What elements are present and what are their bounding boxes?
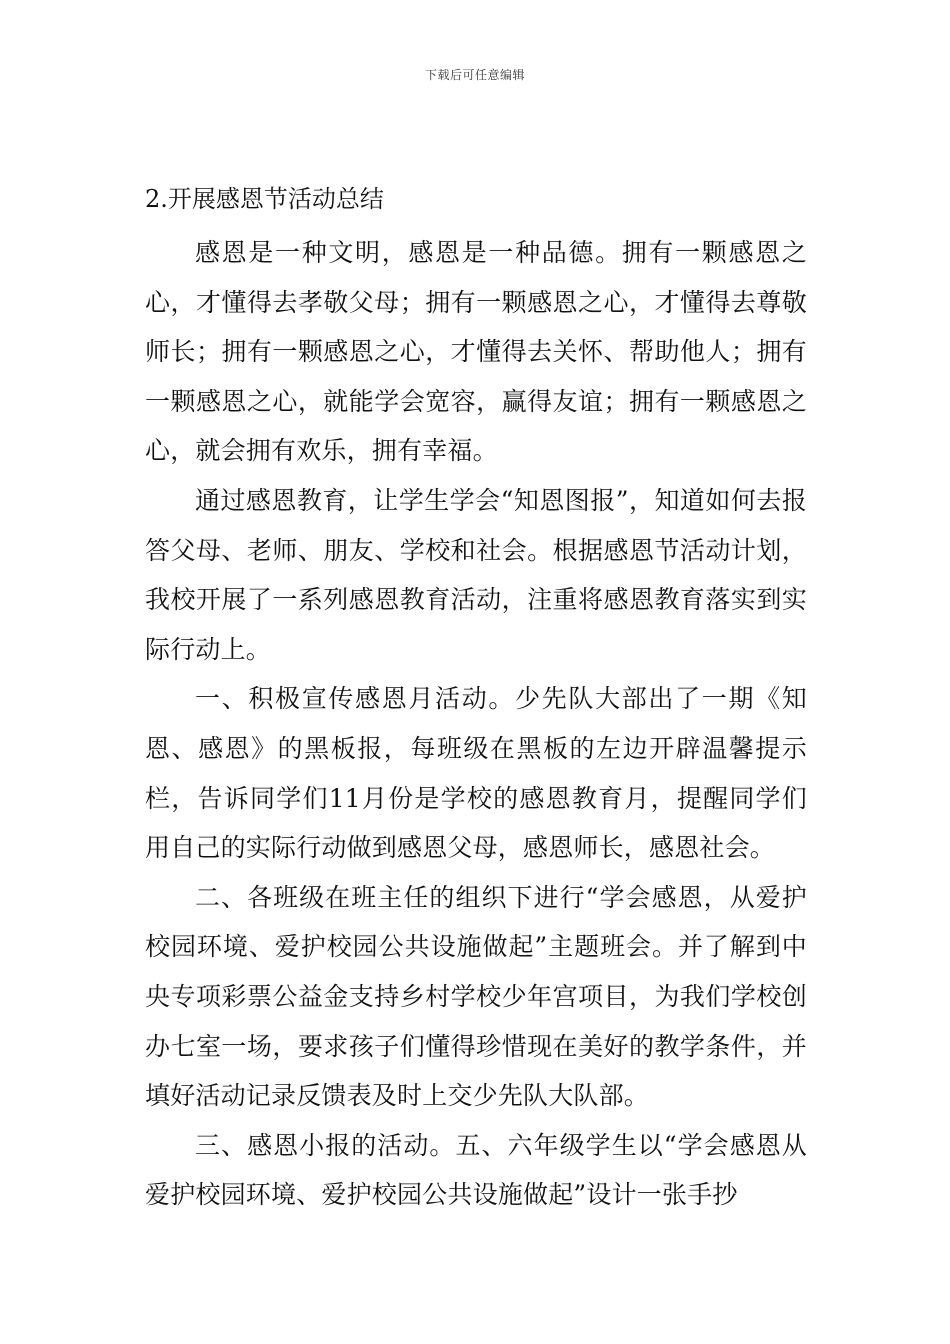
document-body bbox=[145, 228, 807, 1220]
paragraph-item-1: 一、积极宣传感恩月活动。少先队大部出了一期《知恩、感恩》的黑板报，每班级在黑板的左边开辟温馨提示栏，告诉同学们11月份是学校的感恩教育月，提醒同学们用自己的实际行动做到感恩父母，感恩师长，感恩社会。 bbox=[145, 684, 807, 863]
paragraph-intro: 感恩是一种文明，感恩是一种品德。拥有一颗感恩之心，才懂得去孝敬父母；拥有一颗感恩之心，才懂得去尊敬师长；拥有一颗感恩之心，才懂得去关怀、帮助他人；拥有一颗感恩之心，就能学会宽容，赢得友谊；拥有一颗感恩之心，就会拥有欢乐，拥有幸福。 bbox=[145, 238, 807, 466]
header-note: 下载后可任意编辑 bbox=[424, 68, 525, 82]
paragraph-item-3: 三、感恩小报的活动。五、六年级学生以“学会感恩从爱护校园环境、爱护校园公共设施做起”设计一张手抄 bbox=[145, 1130, 807, 1210]
paragraph-purpose: 通过感恩教育，让学生学会“知恩图报”，知道如何去报答父母、老师、朋友、学校和社会。根据感恩节活动计划，我校开展了一系列感恩教育活动，注重将感恩教育落实到实际行动上。 bbox=[145, 485, 807, 664]
paragraph-item-2: 二、各班级在班主任的组织下进行“学会感恩，从爱护校园环境、爱护校园公共设施做起”主题班会。并了解到中央专项彩票公益金支持乡村学校少年宫项目，为我们学校创办七室一场，要求孩子们懂得珍惜现在美好的教学条件，并填好活动记录反馈表及时上交少先队大队部。 bbox=[145, 882, 807, 1111]
document-title: 2.开展感恩节活动总结 bbox=[145, 185, 384, 213]
